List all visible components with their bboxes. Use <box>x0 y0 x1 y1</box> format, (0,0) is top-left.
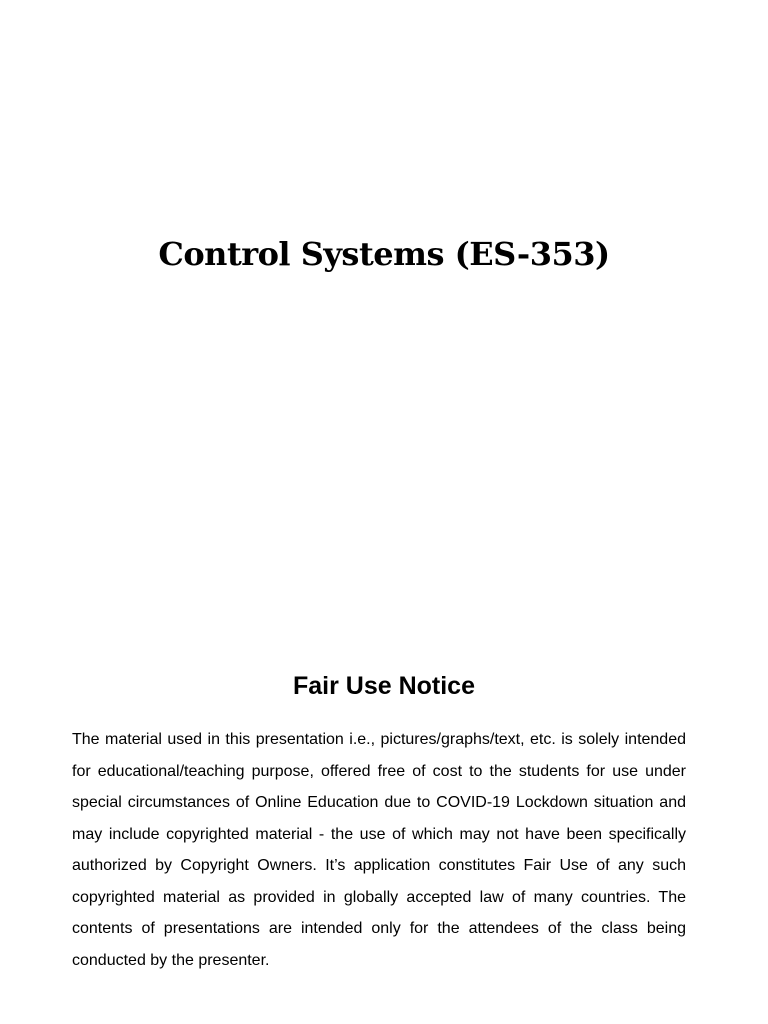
fair-use-notice-text: The material used in this presentation i.e., pictures/graphs/text, etc. is solely intended for educational/teaching purpose, offered free of cost to the students for use under special circumstances of Online Education due to COVID-19 Lockdown situation and may include copyrighted material - the use of which may not have been specifically authorized by Copyright Owners. It’s application constitutes Fair Use of any such copyrighted material as provided in globally accepted law of many countries. The contents of presentations are intended only for the attendees of the class being conducted by the presenter. <box>72 731 686 969</box>
course-title: Control Systems (ES-353) <box>158 235 610 273</box>
fair-use-notice-heading: Fair Use Notice <box>292 672 475 700</box>
